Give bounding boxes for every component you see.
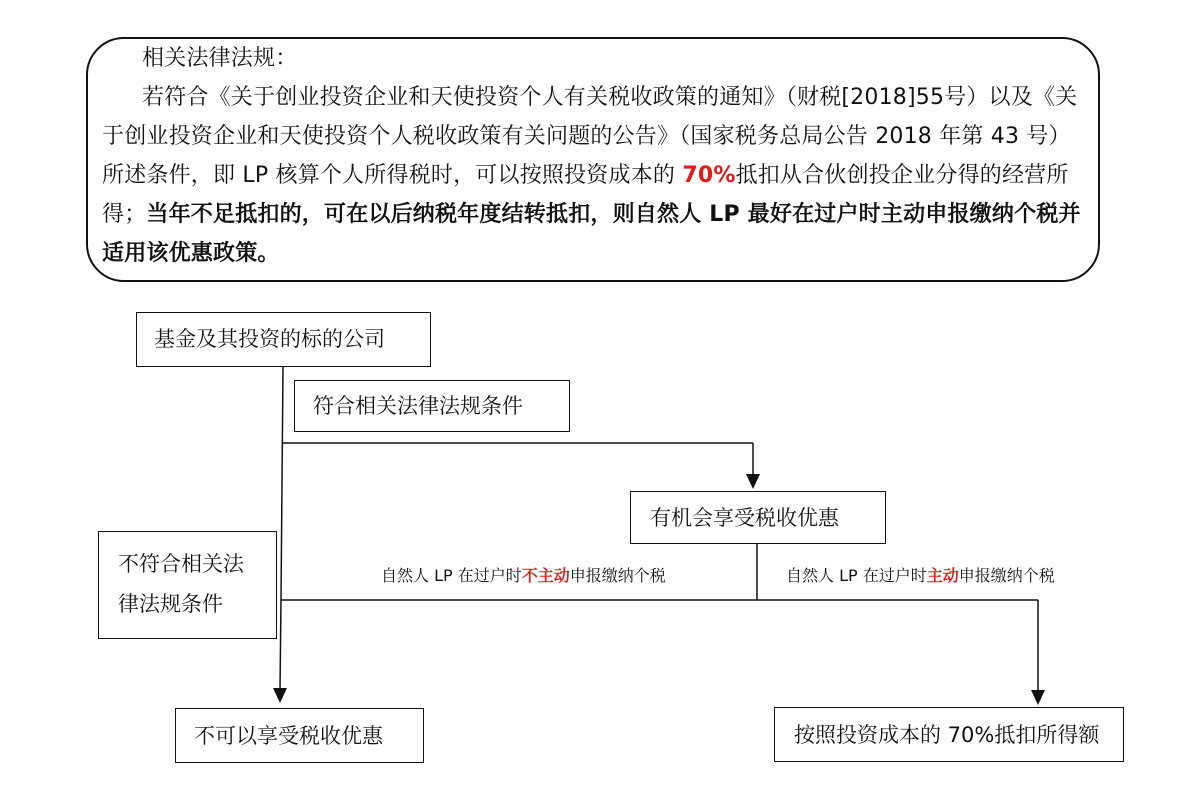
node-deduct-label: 按照投资成本的 70%抵扣所得额 — [794, 723, 1100, 747]
law-paragraph-2: 抵扣从合伙创投企业分得的经营所得； — [102, 163, 1069, 227]
law-paragraph-1: 若符合《关于创业投资企业和天使投资个人有关税收政策的通知》（财税[2018]55号）以及《关于创业投资企业和天使投资个人税收政策有关问题的公告》（国家税务总局公告 2018 年第 43 号）所述条件，即 LP 核算个人所得税时，可以按照投资成本的 — [102, 85, 1078, 188]
node-no-benefit — [175, 708, 424, 763]
law-paragraph-bold: 当年不足抵扣的，可在以后纳税年度结转抵扣，则自然人 LP 最好在过户时主动申报缴纳个税并适用该优惠政策。 — [102, 202, 1081, 266]
node-meets-conditions — [294, 380, 570, 432]
law-title: 相关法律法规： — [142, 46, 298, 71]
edge-label-right-prefix: 自然人 LP 在过户时 — [786, 566, 927, 585]
edge-label-right-suffix: 申报缴纳个税 — [958, 566, 1055, 585]
node-no-benefit-label: 不可以享受税收优惠 — [194, 724, 383, 748]
node-meets-conditions-label: 符合相关法律法规条件 — [313, 394, 523, 418]
node-not-meets-line2: 律法规条件 — [118, 592, 223, 616]
edge-label-not-active — [381, 566, 666, 586]
edge-label-right-red: 主动 — [926, 566, 959, 585]
node-fund — [136, 312, 431, 367]
node-fund-label: 基金及其投资的标的公司 — [154, 327, 385, 351]
edge-label-left-red: 不主动 — [521, 566, 570, 585]
node-deduct — [774, 707, 1124, 762]
arrowhead-no-benefit — [273, 688, 287, 703]
node-chance-benefit-label: 有机会享受税收优惠 — [650, 506, 839, 530]
node-not-meets — [98, 531, 277, 639]
arrow-to-no-benefit-line — [280, 600, 281, 690]
node-not-meets-line1: 不符合相关法 — [118, 552, 244, 576]
edge-label-left-suffix: 申报缴纳个税 — [569, 566, 666, 585]
node-chance-benefit — [630, 491, 886, 544]
edge-label-active — [786, 566, 1055, 586]
highlight-percent: 70% — [682, 163, 736, 188]
main-trunk-line — [281, 367, 283, 600]
arrowhead-deduct — [1031, 690, 1045, 705]
arrowhead-chance — [746, 474, 760, 489]
edge-label-left-prefix: 自然人 LP 在过户时 — [381, 566, 522, 585]
